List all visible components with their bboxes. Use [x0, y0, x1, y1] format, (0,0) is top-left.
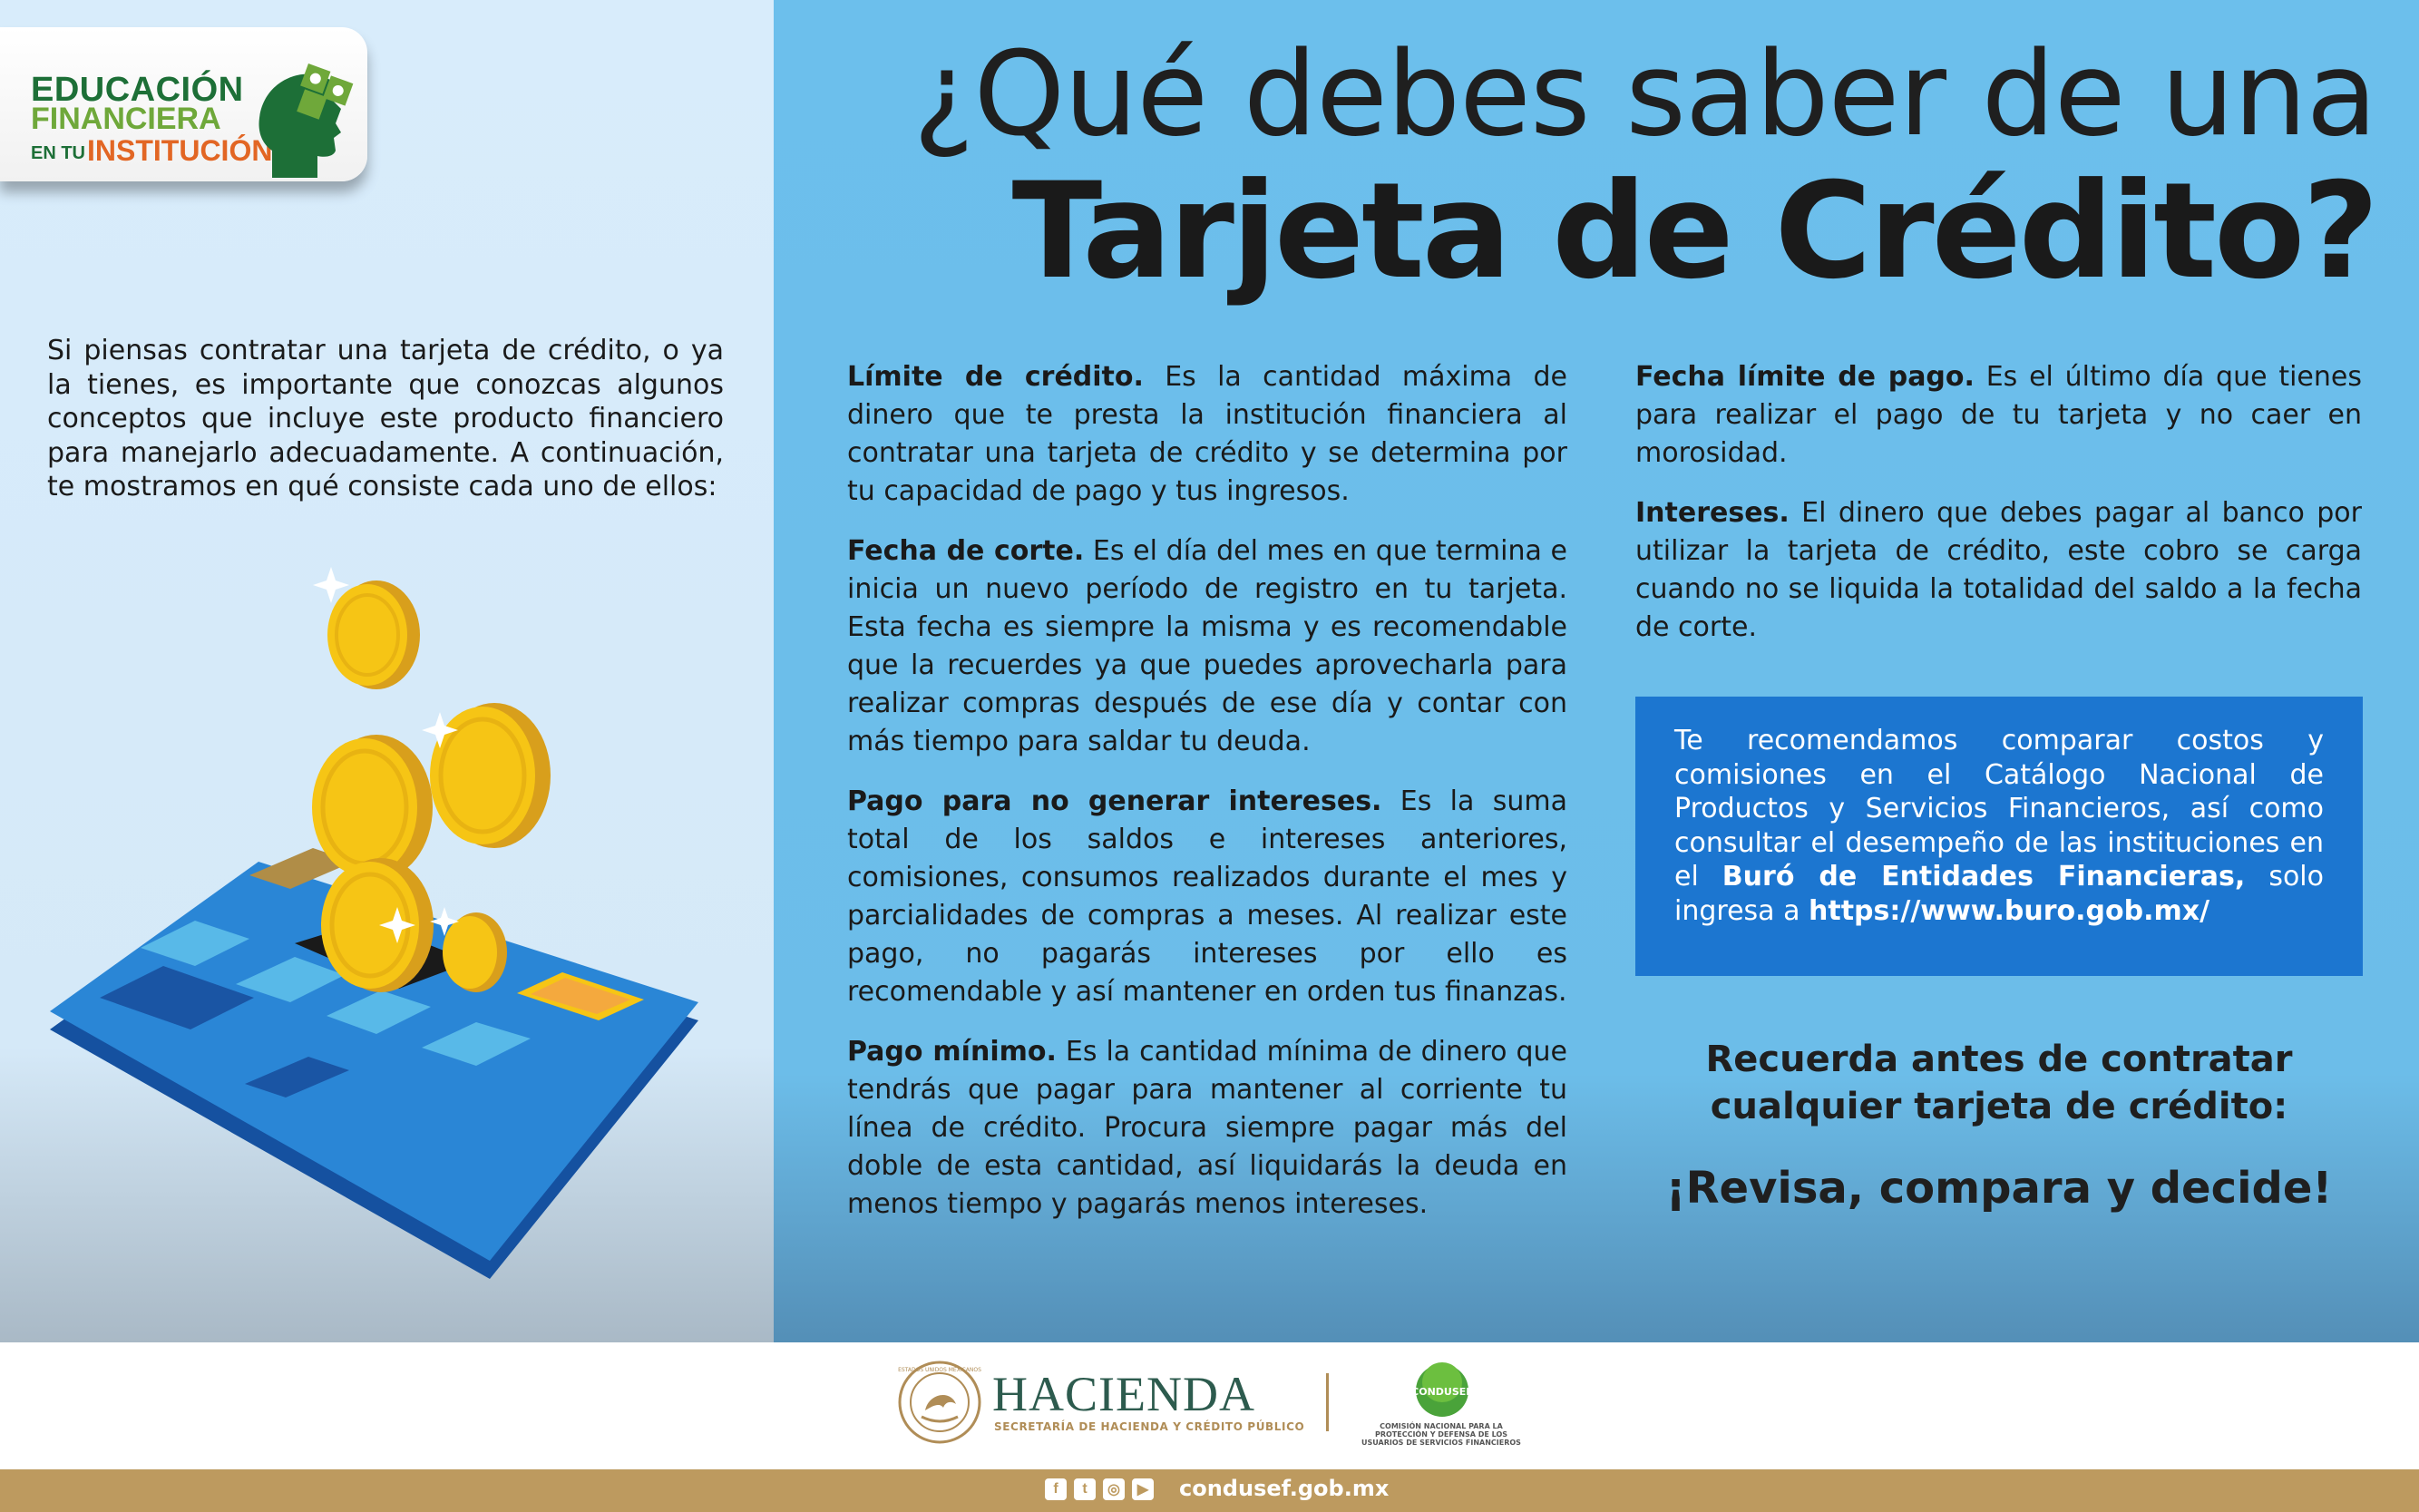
concept-text: Es el día del mes en que termina e inicia un nuevo período de registro en tu tarjeta. Esta fecha es siempre la misma y es recomendable que la recuerdes ya que puedes aprovecharla para realizar compras después de ese día y contar con más tiempo para saldar tu deuda. — [847, 535, 1567, 757]
coin-icon — [321, 858, 434, 992]
seal-text: ESTADOS UNIDOS MEXICANOS — [898, 1367, 981, 1373]
head-puzzle-icon — [254, 60, 363, 187]
youtube-icon[interactable]: ▶ — [1132, 1478, 1154, 1500]
concept-text: Es el último día que tienes para realizar el pago de tu tarjeta y no caer en morosidad. — [1635, 361, 2362, 469]
coin-icon — [430, 703, 551, 848]
concept-term: Intereses. — [1635, 497, 1790, 529]
concept-term: Pago para no generar intereses. — [847, 785, 1382, 817]
intro-paragraph: Si piensas contratar una tarjeta de crédito, o ya la tienes, es importante que conozcas algunos conceptos que incluye este producto financiero para manejarlo adecuadamente. A continuación, te mostramos en qué consiste cada uno de ellos: — [47, 335, 724, 502]
buro-name: Buró de Entidades Financieras, — [1722, 861, 2246, 893]
concept-cutoff-date — [847, 532, 1567, 761]
recommendation-box — [1635, 697, 2363, 976]
buro-link[interactable]: https://www.buro.gob.mx/ — [1809, 894, 2210, 927]
condusef-name: CONDUSEF — [1411, 1386, 1473, 1398]
concept-text: Es la cantidad mínima de dinero que tendrás que pagar para mantener al corriente tu línea de crédito. Procura siempre pagar más del doble de esta cantidad, así liquidarás la deuda en menos tiempo y pagarás menos intereses. — [847, 1036, 1568, 1220]
concept-term: Límite de crédito. — [847, 361, 1144, 393]
logo-line-3a: EN TU — [31, 143, 85, 163]
recommendation-part-1: Te recomendamos comparar costos y comisiones en el Catálogo Nacional de Productos y Servicios Financieros, así como consultar el desempeño de las instituciones en el — [1674, 725, 2324, 893]
page-title-line-2: Tarjeta de Crédito? — [1011, 154, 2376, 308]
concepts-column-1 — [847, 358, 1567, 1245]
condusef-subtitle: COMISIÓN NACIONAL PARA LA PROTECCIÓN Y DEFENSA DE LOS USUARIOS DE SERVICIOS FINANCIEROS — [1361, 1422, 1521, 1447]
page-title-line-1: ¿Qué debes saber de una — [912, 27, 2376, 162]
concept-minimum-payment — [847, 1033, 1567, 1224]
recommendation-part-2: solo ingresa a — [1674, 861, 2324, 927]
remember-heading: Recuerda antes de contratar cualquier tarjeta de crédito: — [1705, 1039, 2293, 1127]
recommendation-text — [1674, 724, 2324, 928]
facebook-icon[interactable]: f — [1045, 1478, 1067, 1500]
logo-line-1: EDUCACIÓN — [31, 71, 244, 109]
instagram-icon[interactable]: ◎ — [1103, 1478, 1125, 1500]
education-logo — [0, 27, 367, 181]
logo-line-2: FINANCIERA — [31, 102, 221, 136]
coin-icon — [327, 580, 420, 689]
concept-credit-limit — [847, 358, 1567, 511]
social-icons — [1045, 1478, 1154, 1500]
concept-text: Es la cantidad máxima de dinero que te presta la institución financiera al contratar una tarjeta de crédito y se determina por tu capacidad de pago y tus ingresos. — [847, 361, 1567, 507]
credit-card-coins-illustration — [36, 562, 726, 1288]
condusef-logo-icon — [1397, 1362, 1487, 1419]
logo-line-3b: INSTITUCIÓN — [87, 134, 273, 167]
mexico-seal-icon — [898, 1361, 981, 1444]
concept-term: Fecha límite de pago. — [1635, 361, 1975, 393]
concept-text: Es la suma total de los saldos e intereses anteriores, comisiones, consumos realizados durante el mes y parcialidades de compras a meses. Al realizar este pago, no pagarás intereses por ello es recomendable y así mantener en orden tus finanzas. — [847, 785, 1567, 1008]
concept-text: El dinero que debes pagar al banco por utilizar la tarjeta de crédito, este cobro se carga cuando no se liquida la totalidad del saldo a la fecha de corte. — [1635, 497, 2362, 643]
coin-icon — [312, 735, 433, 880]
website-link[interactable]: condusef.gob.mx — [1179, 1476, 1390, 1501]
concept-payment-deadline — [1635, 358, 2362, 473]
concepts-column-2 — [1635, 358, 2362, 668]
twitter-icon[interactable]: t — [1074, 1478, 1096, 1500]
footer-divider — [1326, 1373, 1329, 1431]
hacienda-subtitle: SECRETARÍA DE HACIENDA Y CRÉDITO PÚBLICO — [994, 1420, 1305, 1433]
hacienda-logo-text: HACIENDA — [992, 1367, 1255, 1421]
concept-term: Fecha de corte. — [847, 535, 1085, 567]
concept-interest — [1635, 494, 2362, 647]
slogan: ¡Revisa, compara y decide! — [1665, 1163, 2333, 1214]
concept-term: Pago mínimo. — [847, 1036, 1057, 1068]
concept-no-interest-payment — [847, 783, 1567, 1011]
